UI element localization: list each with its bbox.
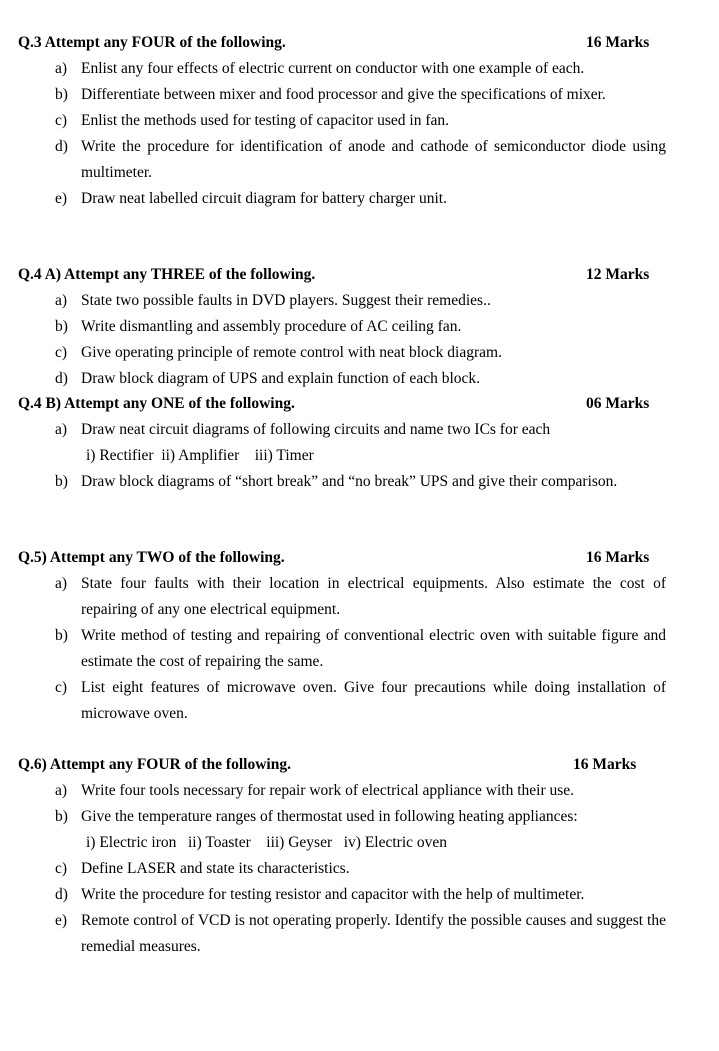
- item-label: b): [55, 473, 68, 490]
- item-text: Differentiate between mixer and food processor and give the specifications of mixer.: [81, 86, 606, 103]
- item-text: Remote control of VCD is not operating properly. Identify the possible causes and suggest the remedial measures.: [81, 912, 666, 955]
- question-header: [18, 545, 666, 571]
- question-item: [18, 856, 666, 882]
- item-text: Write four tools necessary for repair work of electrical appliance with their use.: [81, 782, 575, 799]
- question-4b: [18, 391, 666, 495]
- question-item: [18, 288, 666, 314]
- item-label: d): [55, 370, 68, 387]
- item-label: c): [55, 344, 68, 361]
- item-text: Draw block diagrams of “short break” and “no break” UPS and give their comparison.: [81, 473, 618, 490]
- question-item: [18, 56, 666, 82]
- question-title: Q.5) Attempt any TWO of the following.: [18, 549, 285, 566]
- item-label: c): [55, 860, 68, 877]
- sub-parts: i) Rectifier ii) Amplifier iii) Timer: [86, 447, 314, 464]
- item-label: e): [55, 190, 68, 207]
- item-label: a): [55, 575, 68, 592]
- sub-parts: i) Electric iron ii) Toaster iii) Geyser iv) Electric oven: [86, 834, 448, 851]
- question-item: [18, 186, 666, 212]
- item-text: Enlist the methods used for testing of capacitor used in fan.: [81, 112, 450, 129]
- item-text: State two possible faults in DVD players. Suggest their remedies..: [81, 292, 491, 309]
- item-text: Draw neat circuit diagrams of following circuits and name two ICs for each: [81, 421, 551, 438]
- item-text: State four faults with their location in electrical equipments. Also estimate the cost of repairing of any one electrical equipment.: [81, 575, 666, 618]
- question-title: Q.4 B) Attempt any ONE of the following.: [18, 395, 295, 412]
- item-text: Enlist any four effects of electric current on conductor with one example of each.: [81, 60, 585, 77]
- question-item: [18, 82, 666, 108]
- item-label: b): [55, 808, 68, 825]
- item-text: Write dismantling and assembly procedure of AC ceiling fan.: [81, 318, 462, 335]
- question-header: [18, 752, 666, 778]
- question-5: [18, 545, 666, 727]
- item-label: e): [55, 912, 68, 929]
- item-text: Write method of testing and repairing of conventional electric oven with suitable figure and estimate the cost of repairing the same.: [81, 627, 666, 670]
- question-title: Q.4 A) Attempt any THREE of the following.: [18, 266, 316, 283]
- item-label: a): [55, 292, 68, 309]
- question-item: [18, 417, 666, 443]
- item-text: Give the temperature ranges of thermostat used in following heating appliances:: [81, 808, 578, 825]
- question-marks: 16 Marks: [586, 549, 650, 566]
- question-marks: 12 Marks: [586, 266, 650, 283]
- question-item: [18, 314, 666, 340]
- question-3: [18, 30, 666, 212]
- question-item: [18, 340, 666, 366]
- question-item: [18, 804, 666, 830]
- question-header: [18, 30, 666, 56]
- item-text: Give operating principle of remote control with neat block diagram.: [81, 344, 502, 361]
- item-label: c): [55, 112, 68, 129]
- question-4a: [18, 262, 666, 392]
- item-label: d): [55, 138, 68, 155]
- question-item: [18, 571, 666, 623]
- question-item: [18, 366, 666, 392]
- question-header: [18, 262, 666, 288]
- item-label: a): [55, 782, 68, 799]
- question-item: [18, 108, 666, 134]
- item-text: Draw block diagram of UPS and explain function of each block.: [81, 370, 481, 387]
- question-title: Q.3 Attempt any FOUR of the following.: [18, 34, 286, 51]
- question-item: [18, 134, 666, 186]
- question-item: [18, 882, 666, 908]
- question-marks: 16 Marks: [586, 34, 650, 51]
- item-label: a): [55, 60, 68, 77]
- question-item: [18, 778, 666, 804]
- question-6: [18, 752, 666, 960]
- question-title: Q.6) Attempt any FOUR of the following.: [18, 756, 291, 773]
- question-item: [18, 623, 666, 675]
- question-marks: 06 Marks: [586, 395, 650, 412]
- item-label: a): [55, 421, 68, 438]
- item-label: c): [55, 679, 68, 696]
- question-item: [18, 675, 666, 727]
- item-text: List eight features of microwave oven. Give four precautions while doing installation of microwave oven.: [81, 679, 666, 722]
- item-label: b): [55, 627, 68, 644]
- item-label: b): [55, 318, 68, 335]
- item-label: d): [55, 886, 68, 903]
- question-item: [18, 908, 666, 960]
- item-text: Write the procedure for testing resistor and capacitor with the help of multimeter.: [81, 886, 585, 903]
- item-text: Write the procedure for identification of anode and cathode of semiconductor diode using multimeter.: [81, 138, 666, 181]
- item-text: Define LASER and state its characteristics.: [81, 860, 350, 877]
- item-label: b): [55, 86, 68, 103]
- question-marks: 16 Marks: [573, 756, 637, 773]
- item-text: Draw neat labelled circuit diagram for battery charger unit.: [81, 190, 447, 207]
- question-item: [18, 469, 666, 495]
- question-header: [18, 391, 666, 417]
